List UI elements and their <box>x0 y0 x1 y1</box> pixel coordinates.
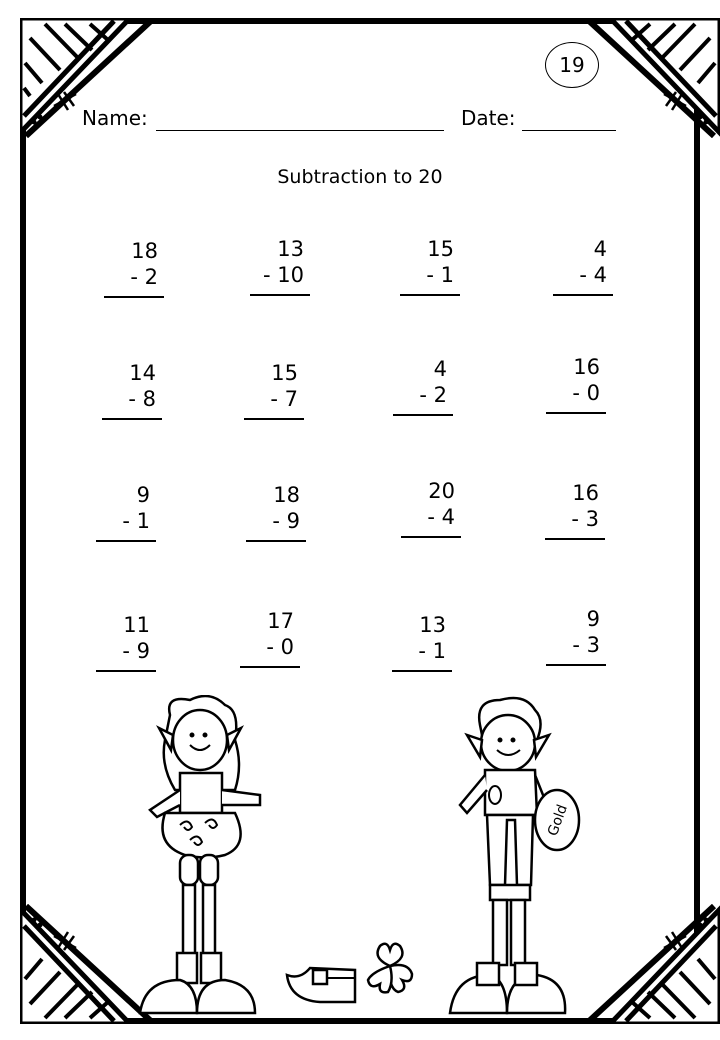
minuend: 4 <box>593 237 607 261</box>
subtraction-problem <box>102 360 162 420</box>
subtraction-problem <box>96 482 156 542</box>
corner-decoration-top-right <box>580 18 720 138</box>
subtraction-problem <box>400 236 460 296</box>
subtrahend: - 3 <box>571 507 599 531</box>
answer-line[interactable] <box>104 296 164 298</box>
shamrock-icon <box>362 938 422 998</box>
subtrahend: - 3 <box>572 633 600 657</box>
answer-line[interactable] <box>102 418 162 420</box>
minuend: 9 <box>586 607 600 631</box>
subtraction-problem <box>401 478 461 538</box>
corner-decoration-bottom-right <box>580 904 720 1024</box>
subtraction-problem <box>104 238 164 298</box>
subtrahend: - 1 <box>418 639 446 663</box>
minuend: 16 <box>572 481 599 505</box>
subtrahend: - 2 <box>419 383 447 407</box>
minuend: 18 <box>131 239 158 263</box>
answer-line[interactable] <box>96 670 156 672</box>
subtrahend: - 1 <box>122 509 150 533</box>
subtrahend: - 4 <box>579 263 607 287</box>
answer-line[interactable] <box>240 666 300 668</box>
minuend: 11 <box>123 613 150 637</box>
subtrahend: - 8 <box>128 387 156 411</box>
subtrahend: - 10 <box>263 263 304 287</box>
worksheet-title: Subtraction to 20 <box>277 166 443 188</box>
subtrahend: - 7 <box>270 387 298 411</box>
subtrahend: - 1 <box>426 263 454 287</box>
subtraction-problem <box>250 236 310 296</box>
subtraction-problem <box>246 482 306 542</box>
subtrahend: - 4 <box>427 505 455 529</box>
minuend: 4 <box>433 357 447 381</box>
name-field[interactable] <box>156 130 444 131</box>
date-label: Date: <box>461 106 516 130</box>
subtraction-problem <box>240 608 300 668</box>
minuend: 15 <box>271 361 298 385</box>
minuend: 20 <box>428 479 455 503</box>
subtraction-problem <box>545 480 605 540</box>
leprechaun-girl-illustration <box>135 695 285 1020</box>
answer-line[interactable] <box>250 294 310 296</box>
subtraction-problem <box>392 612 452 672</box>
answer-line[interactable] <box>401 536 461 538</box>
gold-bag-label: Gold <box>544 802 571 839</box>
subtrahend: - 9 <box>122 639 150 663</box>
minuend: 13 <box>419 613 446 637</box>
answer-line[interactable] <box>546 412 606 414</box>
name-label: Name: <box>82 106 148 130</box>
minuend: 13 <box>277 237 304 261</box>
answer-line[interactable] <box>244 418 304 420</box>
minuend: 14 <box>129 361 156 385</box>
answer-line[interactable] <box>393 414 453 416</box>
subtraction-problem <box>546 606 606 666</box>
subtraction-problem <box>96 612 156 672</box>
minuend: 16 <box>573 355 600 379</box>
minuend: 9 <box>136 483 150 507</box>
minuend: 17 <box>267 609 294 633</box>
subtraction-problem <box>553 236 613 296</box>
subtrahend: - 9 <box>272 509 300 533</box>
leprechaun-boy-illustration <box>445 695 595 1020</box>
subtraction-problem <box>393 356 453 416</box>
subtraction-problem <box>546 354 606 414</box>
leprechaun-shoe-illustration <box>285 960 365 1005</box>
minuend: 18 <box>273 483 300 507</box>
date-field[interactable] <box>522 130 616 131</box>
subtrahend: - 2 <box>130 265 158 289</box>
page-number-badge: 19 <box>545 42 599 88</box>
subtrahend: - 0 <box>572 381 600 405</box>
minuend: 15 <box>427 237 454 261</box>
answer-line[interactable] <box>400 294 460 296</box>
answer-line[interactable] <box>246 540 306 542</box>
answer-line[interactable] <box>392 670 452 672</box>
answer-line[interactable] <box>546 664 606 666</box>
answer-line[interactable] <box>96 540 156 542</box>
answer-line[interactable] <box>553 294 613 296</box>
answer-line[interactable] <box>545 538 605 540</box>
subtraction-problem <box>244 360 304 420</box>
subtrahend: - 0 <box>266 635 294 659</box>
